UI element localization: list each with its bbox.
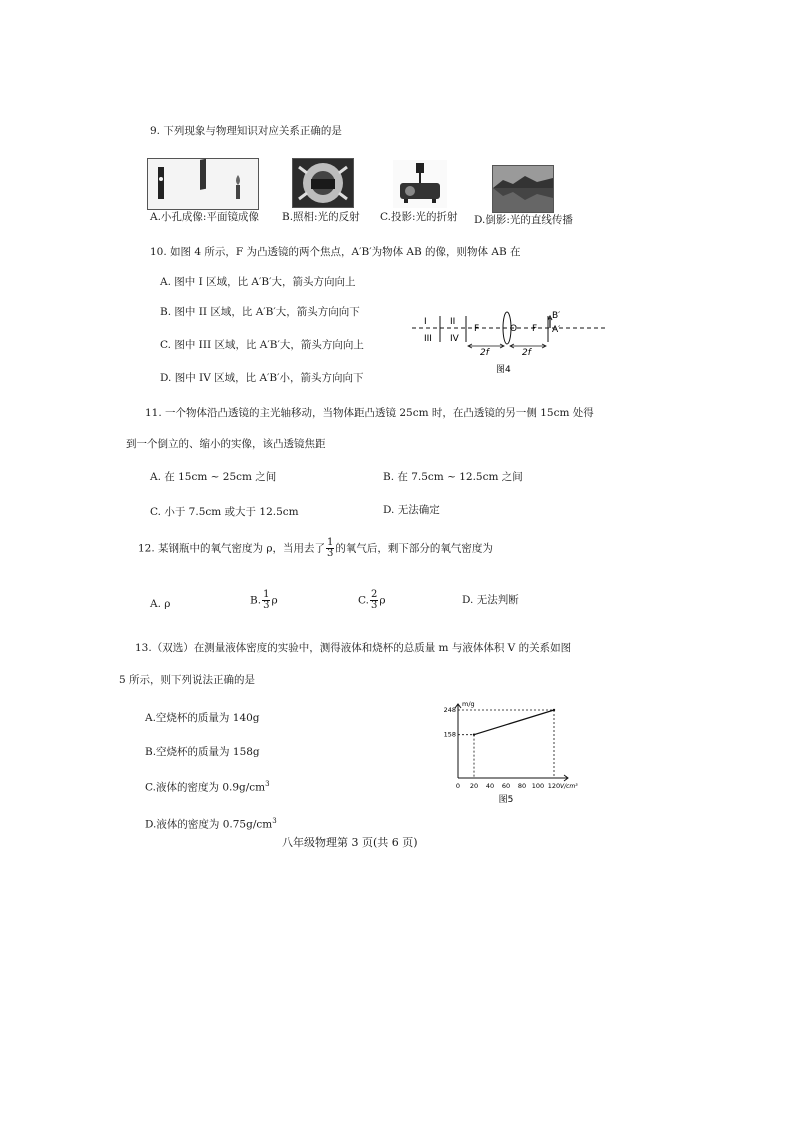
q12-option-c-fraction — [370, 590, 378, 611]
q12-frac-num: 1 — [327, 537, 334, 548]
series-line — [474, 710, 554, 735]
label-a-prime: A′ — [552, 325, 561, 335]
q12-frac-den: 3 — [327, 548, 334, 559]
chart-labels — [444, 700, 579, 805]
q11-option-d: D. 无法确定 — [383, 504, 440, 516]
label-b-prime: B′ — [552, 311, 561, 321]
q12-option-c-label: C. — [358, 594, 369, 607]
x-tick-label: 80 — [517, 782, 527, 790]
q12-option-b-fraction — [262, 590, 270, 611]
q9-option-d: D.倒影:光的直线传播 — [474, 214, 573, 226]
label-region-3: III — [424, 334, 432, 344]
q13-stem-line2: 5 所示，则下列说法正确的是 — [119, 674, 256, 686]
q13-option-c-exponent: 3 — [265, 780, 270, 788]
q12-option-b-den: 3 — [263, 600, 270, 611]
q13-option-c — [145, 780, 270, 794]
q13-option-d-text: D.液体的密度为 0.75g/cm — [145, 818, 273, 831]
data-point — [473, 733, 475, 735]
q9-option-a: A.小孔成像:平面镜成像 — [150, 211, 259, 223]
q13-option-b: B.空烧杯的质量为 158g — [145, 746, 260, 758]
x-tick-label: 60 — [501, 782, 511, 790]
q12-option-c — [358, 590, 386, 611]
q9-stem: 9. 下列现象与物理知识对应关系正确的是 — [150, 125, 342, 137]
pinhole-image-picture — [147, 158, 259, 210]
figure5-caption: 图5 — [498, 795, 514, 805]
y-tick-label: 248 — [443, 706, 456, 714]
x-tick-label: 20 — [469, 782, 479, 790]
q12-option-b-label: B. — [250, 594, 262, 607]
x-tick-label: 120 — [547, 782, 561, 790]
projector-picture — [393, 160, 447, 208]
q12-option-d: D. 无法判断 — [462, 594, 519, 606]
q10-option-d: D. 图中 IV 区域，比 A′B′小，箭头方向向下 — [160, 372, 364, 384]
mass-volume-chart — [438, 698, 578, 810]
figure4-caption: 图4 — [496, 365, 511, 375]
q11-option-a: A. 在 15cm ~ 25cm 之间 — [150, 471, 277, 483]
x-axis-label: V/cm³ — [560, 783, 578, 790]
x-tick-label: 40 — [485, 782, 495, 790]
q9-option-c: C.投影:光的折射 — [380, 211, 458, 223]
q12-stem-pre: 12. 某钢瓶中的氧气密度为 ρ，当用去了 — [138, 542, 326, 555]
data-point — [553, 709, 555, 711]
q12-option-b — [250, 590, 278, 611]
q12-option-c-sym: ρ — [379, 594, 386, 607]
label-center: O — [510, 324, 518, 334]
x-tick-label: 0 — [455, 782, 461, 790]
page-footer: 八年级物理第 3 页(共 6 页) — [282, 836, 418, 849]
y-axis-label: m/g — [462, 700, 475, 708]
q13-option-a: A.空烧杯的质量为 140g — [145, 712, 260, 724]
q11-option-b: B. 在 7.5cm ~ 12.5cm 之间 — [383, 471, 523, 483]
reflection-picture — [492, 165, 554, 213]
x-tick-label: 100 — [531, 782, 545, 790]
label-2f-left: 2f — [480, 348, 489, 358]
q10-stem: 10. 如图 4 所示，F 为凸透镜的两个焦点，A′B′为物体 AB 的像，则物体 AB 在 — [150, 246, 521, 258]
label-focus-right: F — [532, 324, 538, 334]
label-2f-right: 2f — [522, 348, 531, 358]
q10-option-b: B. 图中 II 区域，比 A′B′大，箭头方向向下 — [160, 306, 360, 318]
label-region-1: I — [424, 317, 427, 327]
q11-stem-line1: 11. 一个物体沿凸透镜的主光轴移动，当物体距凸透镜 25cm 时，在凸透镜的另一侧 15cm 处得 — [145, 407, 594, 419]
q12-option-b-sym: ρ — [271, 594, 278, 607]
camera-photo-picture — [292, 158, 354, 208]
q12-stem — [138, 538, 493, 559]
y-tick-label: 158 — [443, 730, 456, 739]
chart-marks — [458, 709, 555, 778]
label-focus-left: F — [474, 324, 480, 334]
chart-axes — [455, 704, 568, 781]
label-region-2: II — [450, 317, 456, 327]
q12-option-c-num: 2 — [371, 589, 378, 600]
q13-option-d — [145, 817, 277, 831]
q12-option-c-den: 3 — [371, 600, 378, 611]
q12-fraction — [326, 538, 334, 559]
q13-stem-line1: 13.（双选）在测量液体密度的实验中，测得液体和烧杯的总质量 m 与液体体积 V 的关系如图 — [135, 642, 572, 654]
q12-option-a: A. ρ — [150, 598, 171, 610]
q12-stem-post: 的氧气后，剩下部分的氧气密度为 — [335, 542, 493, 555]
q12-option-b-num: 1 — [263, 589, 270, 600]
label-region-4: IV — [450, 334, 459, 344]
q13-option-c-text: C.液体的密度为 0.9g/cm — [145, 781, 266, 794]
q11-option-c: C. 小于 7.5cm 或大于 12.5cm — [150, 506, 299, 518]
q9-option-b: B.照相:光的反射 — [282, 211, 360, 223]
q10-option-a: A. 图中 I 区域，比 A′B′大，箭头方向向上 — [160, 276, 356, 288]
q13-option-d-exponent: 3 — [272, 817, 277, 825]
q11-stem-line2: 到一个倒立的、缩小的实像，该凸透镜焦距 — [126, 438, 326, 450]
q10-option-c: C. 图中 III 区域，比 A′B′大，箭头方向向上 — [160, 339, 364, 351]
lens-figure — [410, 308, 610, 378]
